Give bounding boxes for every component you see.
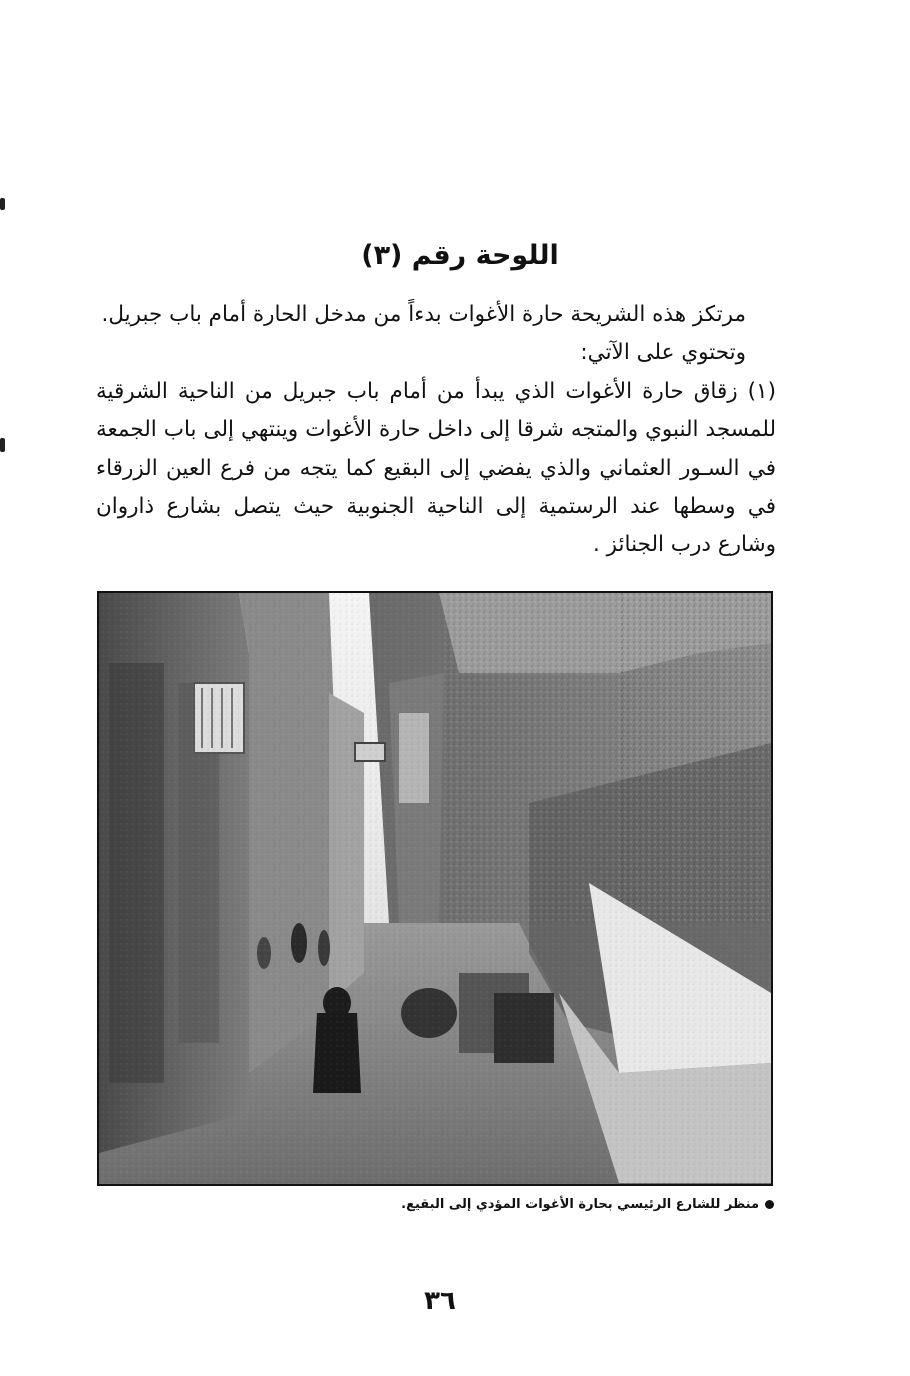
bullet-icon bbox=[765, 1200, 774, 1209]
page-number: ٣٦ bbox=[424, 1286, 456, 1316]
street-photograph bbox=[97, 591, 773, 1186]
plate-title: اللوحة رقم (٣) bbox=[361, 240, 559, 271]
caption-text: منظر للشارع الرئيسي بحارة الأغوات المؤدي إلى البقيع. bbox=[401, 1197, 759, 1212]
photo-caption bbox=[330, 1197, 774, 1212]
street-photo-illustration bbox=[99, 593, 771, 1184]
contains-line: وتحتوي على الآتي: bbox=[580, 340, 746, 366]
scan-edge-mark bbox=[0, 438, 5, 452]
intro-paragraph: مرتكز هذه الشريحة حارة الأغوات بدءاً من مدخل الحارة أمام باب جبريل. bbox=[101, 302, 746, 327]
body-text bbox=[96, 296, 776, 565]
item-1-paragraph: (١) زقاق حارة الأغوات الذي يبدأ من أمام باب جبريل من الناحية الشرقية للمسجد النبوي والمتجه شرقا إلى داخل حارة الأغوات وينتهي إلى باب الجمعة في السـور العثماني والذي يفضي إلى البقيع كما يتجه من فرع العين الزرقاء في وسطها عند الرستمية إلى الناحية الجنوبية حيث يتصل بشارع ذاروان وشارع درب الجنائز . bbox=[96, 378, 776, 558]
scan-edge-mark bbox=[0, 198, 5, 210]
